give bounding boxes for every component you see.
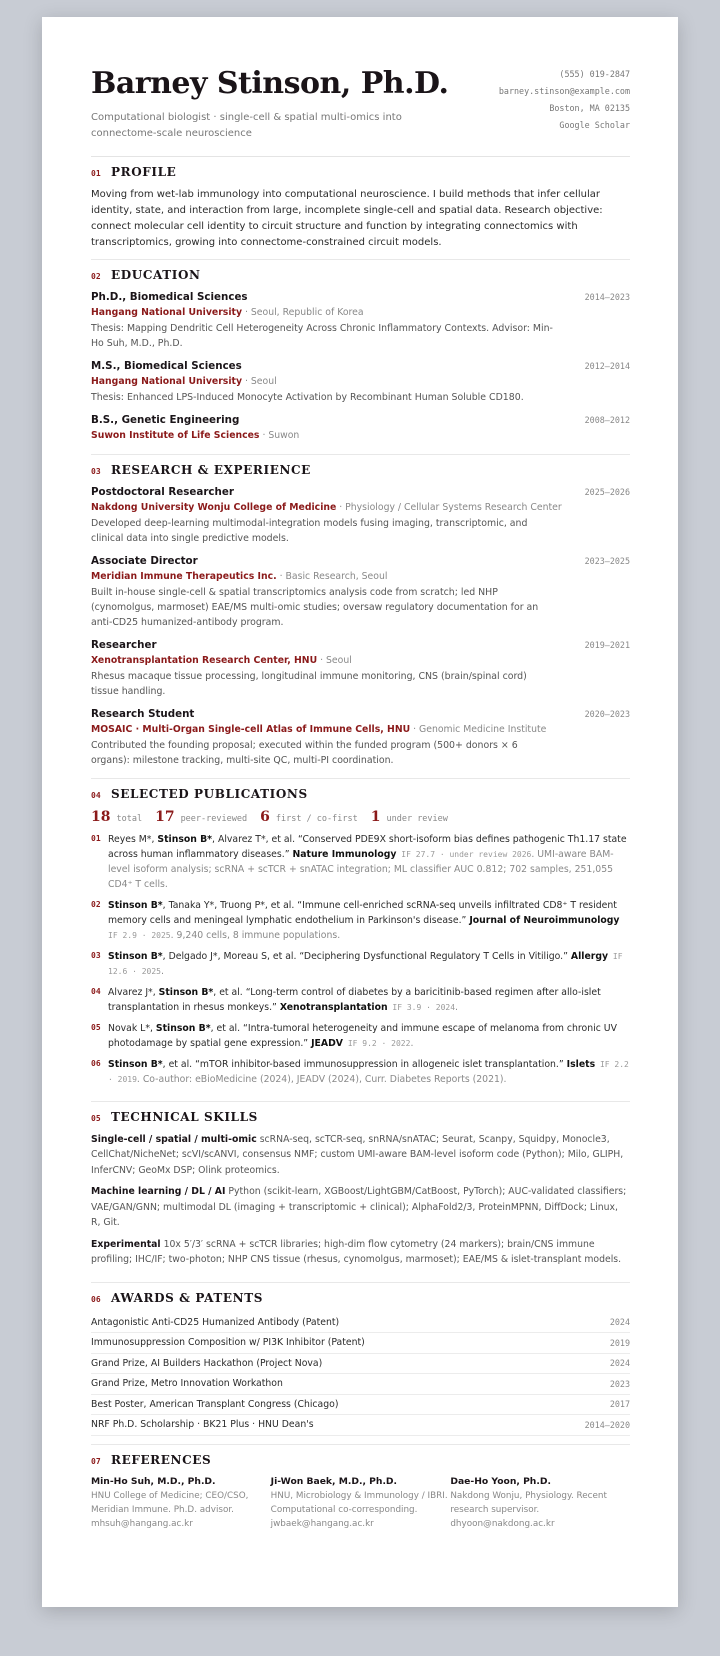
pub-meta: IF 9.2 · 2022	[343, 1038, 411, 1048]
award-name: Best Poster, American Transplant Congress (Chicago)	[91, 1398, 339, 1410]
experience-entry	[91, 485, 630, 546]
award-row	[91, 1354, 630, 1375]
skill-text: scRNA-seq, scTCR-seq, snRNA/snATAC; Seurat, Scanpy, Squidpy, Monocle3, CellChat/NicheNet; scVI/scANVI, consensus NMF; custom UMI-aware BAM-level isoform code (Python); Milo, GLIPH, InferCNV; GeoMx DSP; Olink proteomics.	[91, 1133, 624, 1176]
entry-org: Hangang National University	[91, 306, 243, 318]
award-year: 2024	[609, 1317, 630, 1328]
pub-meta: IF 3.9 · 2024	[387, 1002, 456, 1012]
publication-number: 05	[91, 1022, 101, 1032]
stat-number: 1	[370, 808, 381, 825]
pub-citation: , et al. “mTOR inhibitor-based immunosuppression in allogeneic islet transplantation.”	[162, 1058, 567, 1070]
experience-entry	[91, 707, 630, 768]
skill-label: Single-cell / spatial / multi-omic	[91, 1133, 257, 1145]
publication-number: 06	[91, 1058, 101, 1068]
pub-authors-pre: Alvarez J*,	[108, 986, 159, 998]
pub-author-self: Stinson B*	[108, 899, 163, 911]
publication-number: 02	[91, 899, 101, 909]
entry-title: Associate Director	[91, 554, 198, 567]
experience-entry	[91, 638, 630, 699]
education-entry	[91, 290, 630, 351]
entry-description: Contributed the founding proposal; executed within the funded program (500+ donors × 6 organs): milestone tracking, multi-site QC, multi-PI coordination.	[91, 739, 518, 766]
pub-citation: , et al. “Long-term control of diabetes by a baricitinib-based regimen after allo-islet transplantation in rhesus monkeys.”	[108, 986, 601, 1013]
section-number: 04	[91, 790, 101, 800]
entry-title: Ph.D., Biomedical Sciences	[91, 290, 248, 303]
entry-title: Researcher	[91, 638, 157, 651]
publication-number: 03	[91, 950, 101, 960]
section-title: REFERENCES	[111, 1452, 212, 1467]
section-number: 02	[91, 271, 101, 281]
entry-location: · Seoul	[242, 375, 277, 387]
entry-date: 2012–2014	[584, 360, 630, 371]
reference-name: Min-Ho Suh, M.D., Ph.D.	[91, 1475, 216, 1487]
section-heading	[91, 1453, 630, 1467]
pub-note: . 9,240 cells, 8 immune populations.	[170, 929, 341, 941]
pub-citation: , et al. “Intra-tumoral heterogeneity and immune escape of melanoma from chronic UV photodamage by spatial gene expression.”	[108, 1022, 617, 1049]
pub-note: .	[410, 1037, 414, 1049]
pub-journal: Journal of Neuroimmunology	[469, 914, 620, 926]
entry-location: · Seoul, Republic of Korea	[242, 306, 364, 318]
entry-title: M.S., Biomedical Sciences	[91, 359, 242, 372]
entry-org: MOSAIC · Multi-Organ Single-cell Atlas of Immune Cells, HNU	[91, 723, 411, 735]
section-heading	[91, 1291, 630, 1305]
section-title: AWARDS & PATENTS	[111, 1290, 264, 1305]
section-title: TECHNICAL SKILLS	[111, 1109, 258, 1124]
entry-date: 2008–2012	[584, 414, 630, 425]
experience-section	[91, 455, 630, 779]
award-year: 2014–2020	[584, 1419, 630, 1430]
entry-location: · Genomic Medicine Institute	[410, 723, 547, 735]
publication-item	[91, 1021, 630, 1051]
skill-text: Python (scikit-learn, XGBoost/LightGBM/CatBoost, PyTorch); AUC-validated classifiers; VAE/GAN/GNN; multimodal DL (imaging + transcriptomic + clinical); AlphaFold2/3, ProteinMPNN, DiffDock; Linux, R, Git.	[91, 1186, 627, 1228]
entry-description: Developed deep-learning multimodal-integration models fusing imaging, transcriptomic, and clinical data into single predictive models.	[91, 517, 528, 544]
stat-number: 18	[91, 808, 111, 825]
skill-label: Experimental	[91, 1238, 161, 1250]
award-row	[91, 1333, 630, 1354]
reference-details: Nakdong Wonju, Physiology. Recent research supervisor. dhyoon@nakdong.ac.kr	[450, 1490, 607, 1529]
skill-group	[91, 1132, 630, 1179]
section-number: 03	[91, 466, 101, 476]
reference-details: HNU, Microbiology & Immunology / IBRI. Computational co-corresponding. jwbaek@hangang.ac.kr	[270, 1490, 448, 1529]
education-entry	[91, 413, 630, 444]
skill-text: 10x 5′/3′ scRNA + scTCR libraries; high-dim flow cytometry (24 markers); brain/CNS immune profiling; IHC/IF; two-photon; NHP CNS tissue (rhesus, cynomolgus, marmoset); EAE/MS & islet-transplant models.	[91, 1238, 622, 1265]
entry-title: Research Student	[91, 707, 195, 720]
entry-org: Meridian Immune Therapeutics Inc.	[91, 570, 277, 582]
pub-journal: Islets	[566, 1058, 596, 1070]
pub-author-self: Stinson B*	[157, 833, 213, 845]
skill-group	[91, 1237, 630, 1268]
pub-note: . Co-author: eBioMedicine (2024), JEADV (2024), Curr. Diabetes Reports (2021).	[136, 1073, 507, 1085]
section-heading	[91, 787, 630, 801]
skill-label: Machine learning / DL / AI	[91, 1186, 226, 1197]
references-list	[91, 1475, 630, 1531]
contact-phone: (555) 019-2847	[559, 69, 630, 79]
contact-address: Boston, MA 02135	[549, 103, 630, 113]
pub-citation: , Alvarez T*, et al. “Conserved PDE9X short-isoform bias defines pathogenic Th1.17 state across human inflammatory diseases.”	[108, 833, 627, 860]
pub-author-self: Stinson B*	[155, 1022, 211, 1034]
publication-item	[91, 832, 630, 892]
stat-label: under review	[386, 813, 448, 824]
entry-date: 2023–2025	[584, 555, 630, 566]
pub-citation: , Tanaka Y*, Truong P*, et al. “Immune cell-enriched scRNA-seq unveils infiltrated CD8⁺ T resident memory cells and meningeal lymphatic endothelium in Parkinson's disease.”	[108, 899, 617, 926]
entry-title: Postdoctoral Researcher	[91, 485, 234, 498]
entry-org: Xenotransplantation Research Center, HNU	[91, 654, 318, 666]
section-title: SELECTED PUBLICATIONS	[111, 786, 308, 801]
section-heading	[91, 463, 630, 477]
contact-scholar-link[interactable]: Google Scholar	[559, 120, 630, 130]
profile-section	[91, 157, 630, 260]
entry-location: · Physiology / Cellular Systems Research Center	[336, 501, 562, 513]
pub-citation: , Delgado J*, Moreau S, et al. “Deciphering Dysfunctional Regulatory T Cells in Vitiligo.”	[162, 950, 571, 962]
award-name: Grand Prize, Metro Innovation Workathon	[91, 1378, 283, 1390]
skill-group	[91, 1184, 630, 1231]
entry-title: B.S., Genetic Engineering	[91, 413, 240, 426]
pub-meta: IF 27.7 · under review 2026	[396, 849, 532, 859]
pub-author-self: Stinson B*	[158, 986, 214, 998]
award-row	[91, 1415, 630, 1436]
publication-item	[91, 985, 630, 1015]
pub-author-self: Stinson B*	[108, 950, 163, 962]
pub-note: . UMI-aware BAM-level isoform analysis; scRNA + scTCR + snATAC integration; ML classifier AUC 0.812; 702 samples, 251,055 CD4⁺ T cells.	[108, 848, 614, 890]
experience-entry	[91, 554, 630, 630]
section-number: 06	[91, 1294, 101, 1304]
education-entry	[91, 359, 630, 405]
pub-journal: Allergy	[570, 950, 609, 962]
publication-item	[91, 898, 630, 943]
pub-note: .	[455, 1001, 458, 1013]
publication-number: 01	[91, 833, 101, 843]
reference-name: Dae-Ho Yoon, Ph.D.	[450, 1475, 551, 1487]
stat-label: first / co-first	[275, 813, 358, 824]
award-year: 2023	[609, 1378, 630, 1389]
references-section	[91, 1445, 630, 1539]
reference-details: HNU College of Medicine; CEO/CSO, Meridian Immune. Ph.D. advisor. mhsuh@hangang.ac.kr	[91, 1490, 249, 1529]
publication-stats	[91, 809, 630, 825]
entry-location: · Suwon	[259, 429, 300, 441]
pub-authors-pre: Reyes M*,	[108, 833, 158, 845]
contact-block	[499, 66, 630, 134]
stat-label: peer-reviewed	[180, 813, 248, 824]
stat-number: 6	[260, 808, 270, 825]
publication-item	[91, 1057, 630, 1087]
pub-journal: Nature Immunology	[292, 848, 397, 860]
section-title: EDUCATION	[111, 267, 201, 282]
pub-meta: IF 2.2 · 2019	[108, 1059, 629, 1084]
pub-journal: Xenotransplantation	[279, 1001, 388, 1013]
entry-org: Hangang National University	[91, 375, 243, 387]
publication-item	[91, 949, 630, 979]
reference-card	[450, 1475, 630, 1531]
awards-section	[91, 1283, 630, 1445]
entry-location: · Basic Research, Seoul	[276, 570, 388, 582]
profile-text: Moving from wet-lab immunology into computational neuroscience. I build methods that infer cellular identity, state, and interaction from large, incomplete single-cell and spatial data. Research objective: connect molecular cell identity to circuit structure and function by integrating connectomics with transcriptomics, growing into connectome-constrained circuit models.	[91, 188, 603, 248]
reference-name: Ji-Won Baek, M.D., Ph.D.	[270, 1475, 398, 1487]
entry-description: Rhesus macaque tissue processing, longitudinal immune monitoring, CNS (brain/spinal cord) tissue handling.	[91, 670, 527, 697]
pub-authors-pre: Novak L*,	[108, 1022, 156, 1034]
reference-card	[91, 1475, 271, 1531]
skills-section	[91, 1102, 630, 1283]
entry-location: · Seoul	[317, 654, 352, 666]
award-year: 2019	[609, 1337, 630, 1348]
section-heading	[91, 165, 630, 179]
award-name: Antagonistic Anti-CD25 Humanized Antibody (Patent)	[91, 1316, 340, 1328]
entry-date: 2019–2021	[584, 639, 630, 650]
entry-date: 2025–2026	[584, 486, 630, 497]
reference-card	[271, 1475, 451, 1531]
resume-page	[42, 17, 678, 1607]
stat-number: 17	[155, 808, 175, 825]
award-row	[91, 1313, 630, 1334]
pub-meta: IF 2.9 · 2025	[108, 930, 171, 940]
section-heading	[91, 1110, 630, 1124]
section-number: 07	[91, 1456, 101, 1466]
award-year: 2024	[609, 1358, 630, 1369]
section-number: 05	[91, 1113, 101, 1123]
stat-label: total	[116, 813, 143, 824]
section-title: RESEARCH & EXPERIENCE	[111, 462, 311, 477]
pub-author-self: Stinson B*	[108, 1058, 163, 1070]
entry-date: 2020–2023	[584, 708, 630, 719]
award-row	[91, 1374, 630, 1395]
section-heading	[91, 268, 630, 282]
publication-number: 04	[91, 986, 101, 996]
entry-org: Suwon Institute of Life Sciences	[91, 429, 260, 441]
publications-section	[91, 779, 630, 1102]
award-row	[91, 1395, 630, 1416]
entry-description: Built in-house single-cell & spatial transcriptomics analysis code from scratch; led NHP (cynomolgus, marmoset) EAE/MS multi-omic studies; oversaw regulatory documentation for an anti-CD25 humanized-antibody program.	[91, 586, 539, 628]
candidate-name: Barney Stinson, Ph.D.	[91, 66, 449, 101]
resume-header	[91, 67, 630, 157]
entry-description: Thesis: Mapping Dendritic Cell Heterogeneity Across Chronic Inflammatory Contexts. Advisor: Min-Ho Suh, M.D., Ph.D.	[91, 322, 553, 349]
award-name: Grand Prize, AI Builders Hackathon (Project Nova)	[91, 1357, 323, 1369]
entry-org: Nakdong University Wonju College of Medicine	[91, 501, 337, 513]
tagline: Computational biologist · single-cell & spatial multi-omics into connectome-scale neuroscience	[91, 111, 402, 139]
award-name: Immunosuppression Composition w/ PI3K Inhibitor (Patent)	[91, 1337, 365, 1349]
contact-email[interactable]: barney.stinson@example.com	[498, 86, 630, 96]
pub-note: .	[160, 965, 164, 977]
education-section	[91, 260, 630, 455]
award-name: NRF Ph.D. Scholarship · BK21 Plus · HNU Dean's	[91, 1419, 314, 1431]
pub-meta: IF 12.6 · 2025	[108, 951, 623, 976]
entry-description: Thesis: Enhanced LPS-Induced Monocyte Activation by Recombinant Human Soluble CD180.	[91, 391, 524, 403]
award-year: 2017	[609, 1399, 630, 1410]
entry-date: 2014–2023	[584, 291, 630, 302]
section-title: PROFILE	[111, 164, 177, 179]
section-number: 01	[91, 168, 101, 178]
pub-journal: JEADV	[311, 1037, 343, 1049]
